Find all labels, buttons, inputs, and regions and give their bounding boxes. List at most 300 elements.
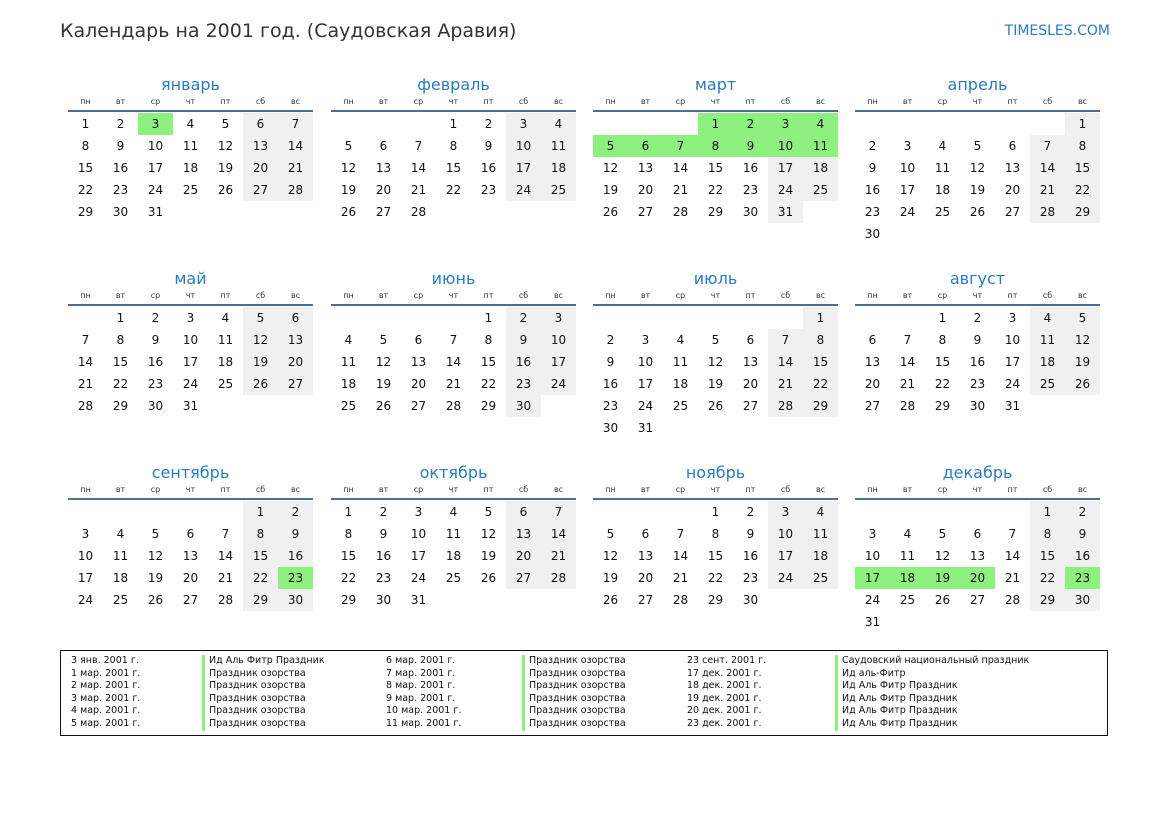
day-cell: 14 — [410, 161, 427, 175]
day-cell: 19 — [480, 549, 497, 563]
weekday-label: вс — [553, 97, 564, 106]
holiday-name: Ид Аль Фитр Праздник — [202, 655, 325, 668]
day-cell: 6 — [641, 527, 650, 541]
day-cell: 9 — [733, 135, 768, 157]
holiday-date: 8 мар. 2001 г. — [386, 680, 456, 692]
day-cell: 23 — [742, 571, 759, 585]
day-cell: 14 — [672, 549, 689, 563]
day-cell: 15 — [1065, 157, 1100, 179]
weekday-label: ср — [937, 485, 948, 494]
day-cell: 25 — [899, 593, 916, 607]
day-cell: 21 — [672, 571, 689, 585]
month-3 — [855, 75, 1100, 244]
day-cell: 4 — [116, 527, 125, 541]
day-cell: 25 — [934, 205, 951, 219]
day-cell: 28 — [1004, 593, 1021, 607]
month-0 — [68, 75, 313, 244]
day-cell: 17 — [1004, 355, 1021, 369]
day-cell: 5 — [344, 139, 353, 153]
day-cell: 17 — [768, 157, 803, 179]
day-cell: 6 — [746, 333, 755, 347]
day-cell: 19 — [217, 161, 234, 175]
day-cell: 13 — [1004, 161, 1021, 175]
holiday-dates-column — [687, 655, 766, 731]
day-cell: 22 — [803, 373, 838, 395]
holiday-date: 4 мар. 2001 г. — [71, 705, 141, 717]
day-cell: 30 — [112, 205, 129, 219]
day-cell: 22 — [707, 571, 724, 585]
day-cell: 22 — [243, 567, 278, 589]
day-cell: 25 — [541, 179, 576, 201]
holiday-name: Праздник озорства — [202, 680, 325, 693]
day-cell: 26 — [602, 593, 619, 607]
weekday-label: чт — [972, 291, 983, 300]
day-cell: 20 — [960, 567, 995, 589]
day-cell: 24 — [77, 593, 94, 607]
day-cell: 4 — [938, 139, 947, 153]
weekday-label: пт — [483, 485, 494, 494]
day-cell: 23 — [742, 183, 759, 197]
holiday-dates-column — [71, 655, 140, 731]
day-cell: 12 — [602, 161, 619, 175]
day-cell: 1 — [1065, 113, 1100, 135]
day-cell: 26 — [340, 205, 357, 219]
day-cell: 30 — [278, 589, 313, 611]
day-cell: 24 — [506, 179, 541, 201]
day-cell: 13 — [410, 355, 427, 369]
day-cell: 14 — [77, 355, 94, 369]
day-cell: 31 — [768, 201, 803, 223]
holiday-date: 3 янв. 2001 г. — [71, 655, 139, 666]
day-cell: 28 — [410, 205, 427, 219]
day-cell: 6 — [379, 139, 388, 153]
month-8 — [68, 463, 313, 632]
day-cell: 28 — [77, 399, 94, 413]
day-cell: 7 — [278, 113, 313, 135]
day-cell: 27 — [1004, 205, 1021, 219]
day-cell: 24 — [768, 179, 803, 201]
day-cell: 1 — [344, 505, 353, 519]
day-cell: 22 — [1030, 567, 1065, 589]
day-cell: 20 — [1004, 183, 1021, 197]
day-cell: 20 — [506, 545, 541, 567]
day-cell: 31 — [410, 593, 427, 607]
day-cell: 16 — [969, 355, 986, 369]
day-cell: 11 — [899, 549, 916, 563]
day-cell: 11 — [934, 161, 951, 175]
day-cell: 18 — [803, 545, 838, 567]
day-cell: 17 — [541, 351, 576, 373]
weekday-label: сб — [255, 291, 266, 300]
day-cell: 26 — [1065, 373, 1100, 395]
weekday-label: вт — [115, 97, 126, 106]
day-cell: 12 — [147, 549, 164, 563]
day-cell: 31 — [637, 421, 654, 435]
day-cell: 30 — [969, 399, 986, 413]
day-cell: 29 — [707, 205, 724, 219]
day-cell: 17 — [182, 355, 199, 369]
weekday-label: чт — [185, 485, 196, 494]
day-cell: 4 — [221, 311, 230, 325]
day-cell: 25 — [340, 399, 357, 413]
day-cell: 13 — [864, 355, 881, 369]
day-cell: 1 — [698, 113, 733, 135]
day-cell: 2 — [868, 139, 877, 153]
day-cell: 5 — [593, 135, 628, 157]
day-cell: 21 — [1004, 571, 1021, 585]
holiday-name: Праздник озорства — [522, 718, 626, 731]
day-cell: 13 — [375, 161, 392, 175]
day-cell: 15 — [707, 549, 724, 563]
day-cell: 5 — [1065, 307, 1100, 329]
day-cell: 14 — [899, 355, 916, 369]
weekday-label: пн — [867, 291, 878, 300]
day-cell: 20 — [375, 183, 392, 197]
day-cell: 29 — [1065, 201, 1100, 223]
weekday-label: пт — [220, 291, 231, 300]
weekday-header — [68, 485, 313, 500]
day-cell: 18 — [1030, 351, 1065, 373]
days-grid — [331, 306, 576, 438]
holiday-name: Праздник озорства — [202, 718, 325, 731]
weekday-label: вс — [290, 485, 301, 494]
day-cell: 2 — [746, 505, 755, 519]
weekday-header — [68, 97, 313, 112]
day-cell: 2 — [973, 311, 982, 325]
day-cell: 20 — [243, 157, 278, 179]
day-cell: 29 — [1030, 589, 1065, 611]
day-cell: 31 — [864, 615, 881, 629]
day-cell: 28 — [1030, 201, 1065, 223]
month-name: март — [694, 75, 737, 94]
day-cell: 13 — [506, 523, 541, 545]
weekday-label: ср — [937, 97, 948, 106]
day-cell: 18 — [445, 549, 462, 563]
day-cell: 5 — [973, 139, 982, 153]
day-cell: 30 — [375, 593, 392, 607]
day-cell: 15 — [480, 355, 497, 369]
day-cell: 27 — [182, 593, 199, 607]
day-cell: 28 — [278, 179, 313, 201]
day-cell: 10 — [864, 549, 881, 563]
day-cell: 25 — [1030, 373, 1065, 395]
weekday-label: чт — [710, 291, 721, 300]
day-cell: 2 — [506, 307, 541, 329]
day-cell: 27 — [375, 205, 392, 219]
weekday-label: вт — [378, 291, 389, 300]
day-cell: 26 — [934, 593, 951, 607]
day-cell: 7 — [1030, 135, 1065, 157]
day-cell: 2 — [1065, 501, 1100, 523]
day-cell: 22 — [934, 377, 951, 391]
day-cell: 8 — [344, 527, 353, 541]
day-cell: 4 — [803, 113, 838, 135]
day-cell: 3 — [81, 527, 90, 541]
weekday-label: вт — [902, 485, 913, 494]
day-cell: 26 — [480, 571, 497, 585]
day-cell: 13 — [243, 135, 278, 157]
weekday-label: чт — [972, 485, 983, 494]
day-cell: 2 — [484, 117, 493, 131]
day-cell: 26 — [602, 205, 619, 219]
day-cell: 18 — [672, 377, 689, 391]
day-cell: 19 — [925, 567, 960, 589]
day-cell: 24 — [899, 205, 916, 219]
holiday-name: Ид Аль Фитр Праздник — [835, 718, 1029, 731]
holiday-date: 7 мар. 2001 г. — [386, 667, 456, 679]
day-cell: 19 — [602, 571, 619, 585]
day-cell: 20 — [182, 571, 199, 585]
day-cell: 5 — [221, 117, 230, 131]
day-cell: 16 — [375, 549, 392, 563]
holiday-name: Саудовский национальный праздник — [835, 655, 1029, 668]
day-cell: 9 — [746, 527, 755, 541]
weekday-label: вс — [815, 485, 826, 494]
weekday-label: чт — [185, 291, 196, 300]
day-cell: 5 — [484, 505, 493, 519]
day-cell: 10 — [506, 135, 541, 157]
day-cell: 21 — [541, 545, 576, 567]
day-cell: 11 — [112, 549, 129, 563]
holidays-legend — [60, 650, 1108, 736]
day-cell: 28 — [445, 399, 462, 413]
day-cell: 25 — [217, 377, 234, 391]
day-cell: 28 — [672, 593, 689, 607]
day-cell: 20 — [637, 183, 654, 197]
weekday-label: пт — [220, 97, 231, 106]
holiday-name: Ид Аль Фитр Праздник — [835, 693, 1029, 706]
day-cell: 14 — [445, 355, 462, 369]
day-cell: 21 — [445, 377, 462, 391]
day-cell: 22 — [340, 571, 357, 585]
holiday-name: Ид Аль Фитр Праздник — [835, 680, 1029, 693]
day-cell: 30 — [864, 227, 881, 241]
day-cell: 17 — [637, 377, 654, 391]
day-cell: 9 — [484, 139, 493, 153]
day-cell: 15 — [243, 545, 278, 567]
day-cell: 9 — [868, 161, 877, 175]
holiday-date: 3 мар. 2001 г. — [71, 692, 141, 704]
day-cell: 8 — [938, 333, 947, 347]
day-cell: 30 — [602, 421, 619, 435]
day-cell: 31 — [182, 399, 199, 413]
weekday-label: вт — [640, 485, 651, 494]
month-name: май — [174, 269, 207, 288]
day-cell: 24 — [410, 571, 427, 585]
day-cell: 5 — [606, 527, 615, 541]
days-grid — [68, 306, 313, 438]
day-cell: 3 — [186, 311, 195, 325]
day-cell: 16 — [112, 161, 129, 175]
day-cell: 3 — [903, 139, 912, 153]
weekday-label: сб — [780, 291, 791, 300]
weekday-header — [68, 291, 313, 306]
day-cell: 25 — [182, 183, 199, 197]
holiday-date: 23 дек. 2001 г. — [687, 717, 762, 729]
month-name: июль — [693, 269, 738, 288]
month-name: декабрь — [942, 463, 1013, 482]
day-cell: 5 — [379, 333, 388, 347]
day-cell: 14 — [541, 523, 576, 545]
day-cell: 4 — [541, 113, 576, 135]
weekday-header — [855, 485, 1100, 500]
holiday-name: Праздник озорства — [522, 668, 626, 681]
day-cell: 4 — [186, 117, 195, 131]
day-cell: 18 — [112, 571, 129, 585]
day-cell: 1 — [243, 501, 278, 523]
month-1 — [331, 75, 576, 244]
day-cell: 11 — [217, 333, 234, 347]
day-cell: 28 — [899, 399, 916, 413]
day-cell: 16 — [147, 355, 164, 369]
day-cell: 1 — [449, 117, 458, 131]
day-cell: 16 — [278, 545, 313, 567]
day-cell: 19 — [147, 571, 164, 585]
day-cell: 20 — [742, 377, 759, 391]
day-cell: 18 — [541, 157, 576, 179]
holiday-date: 6 мар. 2001 г. — [386, 655, 456, 666]
holiday-names-column — [835, 655, 1029, 731]
days-grid — [855, 306, 1100, 438]
holiday-name: Праздник озорства — [522, 655, 626, 668]
day-cell: 3 — [641, 333, 650, 347]
day-cell: 17 — [147, 161, 164, 175]
weekday-label: чт — [710, 485, 721, 494]
weekday-label: чт — [448, 485, 459, 494]
weekday-label: сб — [255, 485, 266, 494]
day-cell: 11 — [340, 355, 357, 369]
day-cell: 13 — [969, 549, 986, 563]
day-cell: 5 — [243, 307, 278, 329]
day-cell: 22 — [480, 377, 497, 391]
day-cell: 14 — [1030, 157, 1065, 179]
day-cell: 9 — [116, 139, 125, 153]
weekday-header — [855, 291, 1100, 306]
day-cell: 9 — [379, 527, 388, 541]
day-cell: 22 — [707, 183, 724, 197]
month-name: апрель — [947, 75, 1008, 94]
day-cell: 1 — [803, 307, 838, 329]
holiday-name: Праздник озорства — [522, 680, 626, 693]
day-cell: 12 — [707, 355, 724, 369]
days-grid — [593, 500, 838, 632]
day-cell: 18 — [890, 567, 925, 589]
weekday-header — [593, 485, 838, 500]
day-cell: 15 — [77, 161, 94, 175]
day-cell: 30 — [506, 395, 541, 417]
day-cell: 18 — [217, 355, 234, 369]
day-cell: 30 — [147, 399, 164, 413]
weekday-header — [331, 291, 576, 306]
day-cell: 24 — [182, 377, 199, 391]
weekday-label: чт — [448, 291, 459, 300]
day-cell: 6 — [278, 307, 313, 329]
day-cell: 10 — [77, 549, 94, 563]
day-cell: 11 — [541, 135, 576, 157]
day-cell: 11 — [1030, 329, 1065, 351]
day-cell: 10 — [768, 523, 803, 545]
weekday-label: сб — [1042, 97, 1053, 106]
holiday-date: 2 мар. 2001 г. — [71, 680, 141, 692]
day-cell: 23 — [278, 567, 313, 589]
day-cell: 24 — [864, 593, 881, 607]
weekday-label: вт — [902, 291, 913, 300]
day-cell: 26 — [375, 399, 392, 413]
day-cell: 16 — [506, 351, 541, 373]
weekday-header — [593, 97, 838, 112]
weekday-label: пн — [80, 485, 91, 494]
day-cell: 2 — [606, 333, 615, 347]
day-cell: 9 — [1065, 523, 1100, 545]
weekday-label: пн — [605, 485, 616, 494]
month-name: октябрь — [419, 463, 488, 482]
day-cell: 9 — [606, 355, 615, 369]
day-cell: 7 — [541, 501, 576, 523]
holiday-date: 20 дек. 2001 г. — [687, 705, 762, 717]
day-cell: 1 — [1030, 501, 1065, 523]
weekday-label: вс — [1077, 291, 1088, 300]
holiday-date: 17 дек. 2001 г. — [687, 667, 762, 679]
day-cell: 6 — [506, 501, 541, 523]
day-cell: 10 — [541, 329, 576, 351]
day-cell: 25 — [112, 593, 129, 607]
days-grid — [68, 500, 313, 632]
day-cell: 10 — [182, 333, 199, 347]
weekday-label: пн — [343, 485, 354, 494]
day-cell: 7 — [1008, 527, 1017, 541]
holiday-date: 1 мар. 2001 г. — [71, 667, 141, 679]
day-cell: 13 — [637, 549, 654, 563]
day-cell: 23 — [506, 373, 541, 395]
day-cell: 22 — [112, 377, 129, 391]
day-cell: 10 — [1004, 333, 1021, 347]
day-cell: 26 — [217, 183, 234, 197]
day-cell: 12 — [969, 161, 986, 175]
weekday-label: вс — [553, 291, 564, 300]
weekday-label: вт — [378, 485, 389, 494]
site-link[interactable]: TIMESLES.COM — [1004, 23, 1110, 39]
weekday-label: чт — [185, 97, 196, 106]
weekday-label: пт — [745, 97, 756, 106]
month-2 — [593, 75, 838, 244]
weekday-label: пн — [867, 485, 878, 494]
day-cell: 2 — [116, 117, 125, 131]
day-cell: 23 — [1065, 567, 1100, 589]
day-cell: 12 — [340, 161, 357, 175]
days-grid — [855, 500, 1100, 632]
month-name: июнь — [431, 269, 476, 288]
day-cell: 20 — [637, 571, 654, 585]
day-cell: 25 — [803, 179, 838, 201]
day-cell: 27 — [637, 205, 654, 219]
day-cell: 24 — [637, 399, 654, 413]
day-cell: 10 — [899, 161, 916, 175]
weekday-label: сб — [1042, 291, 1053, 300]
day-cell: 21 — [217, 571, 234, 585]
month-9 — [331, 463, 576, 632]
weekday-label: ср — [413, 291, 424, 300]
day-cell: 19 — [375, 377, 392, 391]
holiday-name: Праздник озорства — [202, 668, 325, 681]
weekday-label: вт — [902, 97, 913, 106]
day-cell: 28 — [217, 593, 234, 607]
day-cell: 27 — [506, 567, 541, 589]
day-cell: 19 — [243, 351, 278, 373]
day-cell: 8 — [116, 333, 125, 347]
day-cell: 3 — [1008, 311, 1017, 325]
day-cell: 7 — [414, 139, 423, 153]
day-cell: 23 — [602, 399, 619, 413]
